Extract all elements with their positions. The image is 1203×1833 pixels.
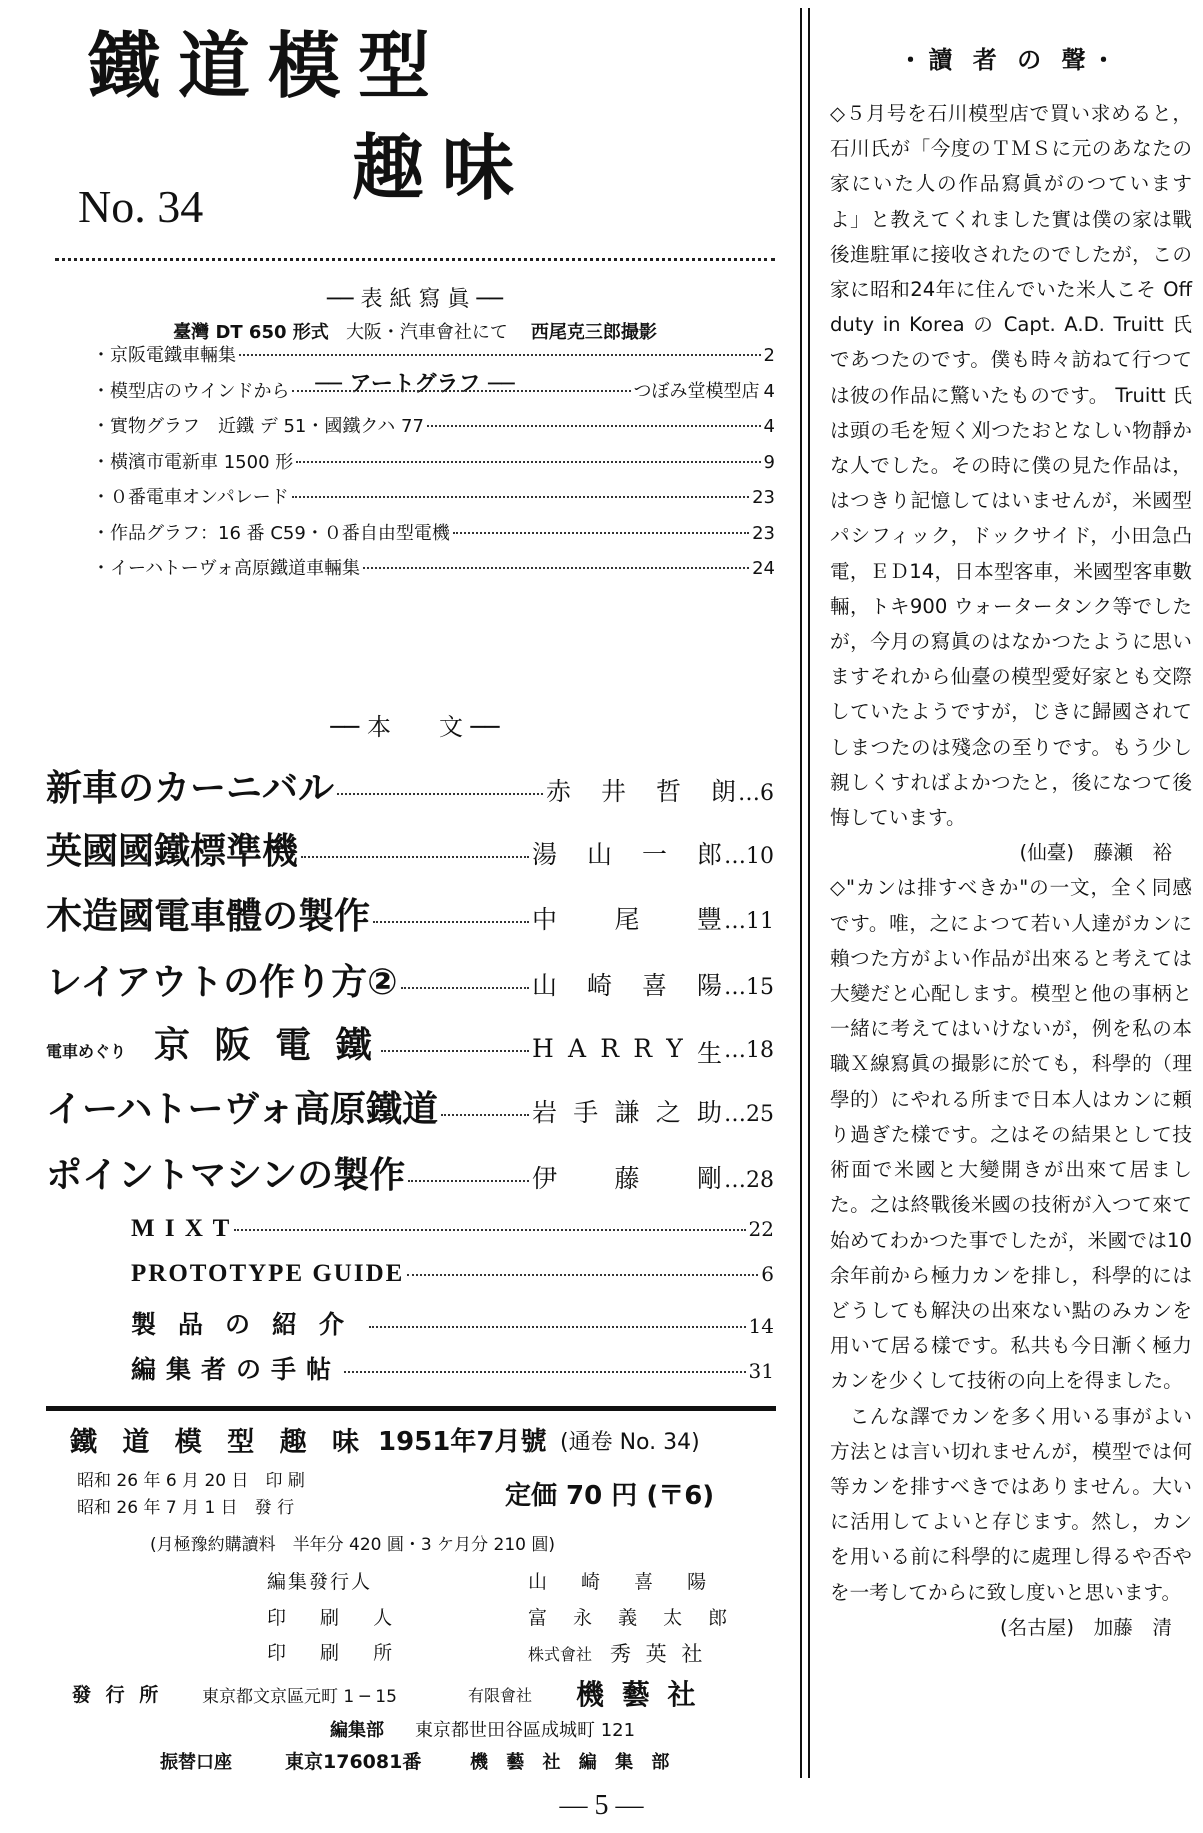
article-author bbox=[532, 966, 722, 1002]
transfer-label: 振替口座 bbox=[160, 1752, 232, 1773]
entry-title: ・京阪電鐵車輛集 bbox=[92, 345, 236, 366]
author-char: 手 bbox=[573, 1098, 599, 1127]
publisher-name: 機 藝 社 bbox=[576, 1678, 700, 1711]
cover-place: 大阪・汽車會社にて bbox=[345, 322, 508, 343]
article-author bbox=[532, 900, 722, 936]
author-char: 湯 bbox=[532, 840, 558, 869]
author-char: 尾 bbox=[614, 905, 640, 934]
leader-dots bbox=[441, 1114, 529, 1116]
article-title: レイアウトの作り方② bbox=[46, 962, 398, 1003]
author-char: 伊 bbox=[532, 1164, 558, 1193]
leader-dots bbox=[292, 390, 630, 392]
artgraph-entry bbox=[92, 377, 775, 403]
colophon-title: 鐵 道 模 型 趣 味 bbox=[70, 1427, 367, 1458]
author-char: 赤 bbox=[546, 777, 572, 806]
editorial-address: 東京都世田谷區成城町 121 bbox=[415, 1720, 636, 1741]
entry-page: 9 bbox=[763, 451, 775, 473]
misc-title: PROTOTYPE GUIDE bbox=[131, 1260, 405, 1287]
printshop-label: 印 刷 所 bbox=[267, 1642, 407, 1664]
misc-page: 14 bbox=[748, 1314, 774, 1338]
author-char: 藤 bbox=[614, 1164, 640, 1193]
leader-dots bbox=[401, 987, 529, 989]
colophon-volume: (通卷 No. 34) bbox=[560, 1430, 700, 1455]
colophon-edition: 1951年7月號 bbox=[378, 1427, 547, 1457]
entry-title: ・イーハトーヴォ高原鐵道車輛集 bbox=[92, 558, 361, 579]
author-char: 岩 bbox=[532, 1098, 558, 1127]
editorial-label: 編集部 bbox=[330, 1720, 384, 1741]
author-char: 山 bbox=[586, 840, 612, 869]
article-entry bbox=[46, 1147, 774, 1198]
author-char: 郎 bbox=[696, 840, 722, 869]
author-char: 豐 bbox=[696, 905, 722, 934]
article-title: ポイントマシンの製作 bbox=[46, 1155, 406, 1196]
article-page: …11 bbox=[724, 909, 774, 934]
entry-author: つぼみ堂模型店 bbox=[633, 380, 760, 402]
publisher-label: 發 行 所 bbox=[72, 1684, 163, 1706]
article-title: 英國國鐵標準機 bbox=[46, 831, 299, 872]
article-page: …28 bbox=[724, 1168, 774, 1193]
author-char: 謙 bbox=[614, 1098, 640, 1127]
cover-subject: 臺灣 DT 650 形式 bbox=[173, 322, 329, 343]
author-char: 山 bbox=[532, 971, 558, 1000]
article-page: …15 bbox=[724, 975, 774, 1000]
article-page: …10 bbox=[724, 844, 774, 869]
publisher-address: 東京都文京區元町 1 ─ 15 bbox=[202, 1687, 397, 1707]
article-entry bbox=[46, 888, 774, 939]
leader-dots bbox=[363, 567, 749, 569]
leader-dots bbox=[301, 856, 529, 858]
editor-name: 山 崎 喜 陽 bbox=[528, 1571, 721, 1593]
leader-dots bbox=[373, 921, 529, 923]
author-char: 生 bbox=[696, 1039, 722, 1068]
misc-entry bbox=[131, 1350, 774, 1386]
article-title: イーハトーヴォ高原鐵道 bbox=[46, 1089, 439, 1130]
masthead-divider bbox=[55, 258, 775, 261]
leader-dots bbox=[407, 1274, 758, 1276]
author-char: 哲 bbox=[655, 777, 681, 806]
entry-title: ・橫濱市電新車 1500 形 bbox=[92, 451, 294, 473]
artgraph-entry bbox=[92, 448, 775, 474]
entry-page: 4 bbox=[763, 380, 775, 402]
leader-dots bbox=[234, 1229, 745, 1231]
entry-title: ・作品グラフ：16 番 C59・０番自由型電機 bbox=[92, 522, 450, 544]
letter-1: ◇５月号を石川模型店で買い求めると，石川氏が「今度のＴＭＳに元のあなたの家にいた人の作品寫眞がのつていますよ」と教えてくれました實は僕の家は戰後進駐軍に接收されたのでしたが，この家に昭和24年に住んでいた米人こそ Off duty in Korea の Capt. A.D. Truitt 氏であつたのです。僕も時々訪ねて行つては彼の作品に驚いたものです。 Truitt 氏は頭の毛を短く刈つたおとなしい物靜かな人でした。その時に僕の見た作品は，はつきり記憶してはいませんが，米國型パシフィック，ドックサイド，小田急凸電，ＥＤ14，日本型客車，米國型客車數輛，トキ900 ウォータータンク等でしたが，今月の寫眞のはなかつたように思いますそれから仙臺の模型愛好家とも交際していたようですが，じきに歸國されてしまつたのは殘念の至りです。もう少し親しくすればよかつたと，後になつて後悔しています。 bbox=[830, 102, 1192, 830]
author-char: 助 bbox=[696, 1098, 722, 1127]
entry-title: ・實物グラフ 近鐵 デ 51・國鐵クハ 77 bbox=[92, 416, 424, 437]
cover-photographer: 西尾克三郎撮影 bbox=[530, 322, 657, 343]
readers-letters bbox=[830, 96, 1192, 1645]
artgraph-entry bbox=[92, 554, 775, 580]
article-page: …18 bbox=[724, 1038, 774, 1063]
entry-page: 23 bbox=[752, 487, 775, 508]
leader-dots bbox=[239, 354, 761, 356]
misc-page: 6 bbox=[761, 1262, 774, 1286]
entry-page: 4 bbox=[763, 416, 775, 437]
misc-entry bbox=[131, 1305, 774, 1341]
article-series: 電車めぐり bbox=[46, 1042, 127, 1061]
printshop-type: 株式會社 bbox=[528, 1645, 593, 1664]
transfer-account: 東京176081番 bbox=[285, 1751, 422, 1773]
magazine-title-line1: 鐵道模型 bbox=[88, 24, 449, 108]
issue-number: No. 34 bbox=[78, 181, 204, 232]
entry-page: 23 bbox=[752, 522, 775, 544]
issue-date: 昭和 26 年 7 月 1 日 發 行 bbox=[77, 1498, 295, 1518]
author-char: Y bbox=[666, 1034, 683, 1063]
print-date: 昭和 26 年 6 月 20 日 印 刷 bbox=[77, 1471, 305, 1491]
magazine-title-line2: 趣味 bbox=[352, 126, 533, 210]
entry-title: ・０番電車オンパレード bbox=[92, 487, 289, 508]
letter-2-continued: こんな譯でカンを多く用いる事がよい方法とは言い切れませんが，模型では何等カンを排すべきではありません。大いに活用してよいと存じます。然し，カンを用いる前に科學的に處理し得るや否やを一考してからに致し度いと思います。 bbox=[830, 1404, 1192, 1604]
article-entry bbox=[46, 954, 774, 1005]
subscription: (月極豫約購讀料 半年分 420 圓・3 ケ月分 210 圓) bbox=[150, 1535, 555, 1555]
article-entry bbox=[46, 823, 774, 874]
readers-heading: ・讀 者 の 聲・ bbox=[898, 46, 1122, 74]
letter-2-signature: (名古屋) 加藤 清 bbox=[999, 1615, 1172, 1639]
entry-page: 24 bbox=[752, 558, 775, 579]
leader-dots bbox=[381, 1050, 529, 1052]
leader-dots bbox=[292, 496, 749, 498]
artgraph-entry bbox=[92, 519, 775, 545]
author-char: H bbox=[532, 1034, 554, 1063]
artgraph-entry bbox=[92, 341, 775, 367]
letter-2: ◇"カンは排すべきか"の一文，全く同感です。唯，之によつて若い人達がカンに賴つた方がよい作品が出來ると考えては大變だと心配します。模型と他の事柄と一緒に考えてはいけないが，例を私の本職Ｘ線寫眞の撮影に於ても，科學的（理學的）にやれる所まで日本人はカンに頼り過ぎた樣です。之はその結果として技術面で米國と大變開きが出來て居ました。之は終戰後米國の技術が入つて來て始めてわかつた事でしたが，米國では10余年前から極力カンを排し，科學的にはどうしても解決の出來ない點のみカンを用いて居る樣です。私共も今日漸く極力カンを少くして技術の向上を得ました。 bbox=[830, 876, 1192, 1393]
honbun-heading: ── 本 文 ── bbox=[330, 713, 500, 741]
column-divider bbox=[800, 8, 810, 1778]
article-author bbox=[532, 1034, 722, 1070]
leader-dots bbox=[453, 532, 749, 534]
printshop-name: 秀 英 社 bbox=[610, 1642, 707, 1666]
author-char: 之 bbox=[655, 1098, 681, 1127]
cover-heading: ── 表 紙 寫 眞 ── bbox=[327, 287, 503, 312]
misc-page: 31 bbox=[748, 1359, 774, 1383]
author-char: 崎 bbox=[586, 971, 612, 1000]
author-char: 朗 bbox=[710, 777, 736, 806]
author-char: R bbox=[633, 1034, 653, 1063]
colophon-divider bbox=[46, 1406, 776, 1411]
misc-entry bbox=[131, 1215, 774, 1243]
author-char: 陽 bbox=[696, 971, 722, 1000]
article-author bbox=[546, 772, 736, 808]
article-entry bbox=[46, 1017, 774, 1070]
author-char: 一 bbox=[641, 840, 667, 869]
misc-entry bbox=[131, 1260, 774, 1288]
article-author bbox=[532, 1093, 722, 1129]
article-entry bbox=[46, 1081, 774, 1132]
misc-page: 22 bbox=[748, 1217, 774, 1241]
leader-dots bbox=[344, 1371, 746, 1373]
artgraph-heading: ── アートグラフ ── bbox=[315, 372, 515, 397]
article-entry bbox=[46, 760, 774, 811]
transfer-name: 機 藝 社 編 集 部 bbox=[470, 1752, 676, 1773]
price: 定価 70 円 (〒6) bbox=[505, 1481, 715, 1511]
article-author bbox=[532, 835, 722, 871]
misc-title: M I X T bbox=[131, 1215, 232, 1242]
artgraph-entry bbox=[92, 412, 775, 438]
entry-title: ・模型店のウインドから bbox=[92, 380, 290, 402]
author-char: 喜 bbox=[641, 971, 667, 1000]
artgraph-entry bbox=[92, 483, 775, 509]
author-char: A bbox=[568, 1034, 587, 1063]
author-char: 剛 bbox=[696, 1164, 722, 1193]
leader-dots bbox=[408, 1180, 529, 1182]
publisher-type: 有限會社 bbox=[468, 1686, 533, 1705]
misc-title: 製品の紹介 bbox=[131, 1310, 367, 1339]
editor-label: 編集發行人 bbox=[267, 1571, 373, 1593]
leader-dots bbox=[337, 793, 543, 795]
author-char: 中 bbox=[532, 905, 558, 934]
article-title: 木造國電車體の製作 bbox=[46, 896, 371, 937]
article-author bbox=[532, 1159, 722, 1195]
article-page: …25 bbox=[724, 1102, 774, 1127]
printer-label: 印 刷 人 bbox=[267, 1607, 407, 1629]
leader-dots bbox=[296, 461, 760, 463]
leader-dots bbox=[369, 1326, 746, 1328]
letter-1-signature: (仙臺) 藤瀬 裕 bbox=[1019, 841, 1172, 865]
misc-title: 編集者の手帖 bbox=[131, 1355, 342, 1384]
author-char: 井 bbox=[600, 777, 626, 806]
printer-name: 富 永 義 太 郎 bbox=[528, 1607, 738, 1629]
article-title: 新車のカーニバル bbox=[46, 768, 335, 809]
page-number: ― 5 ― bbox=[559, 1790, 644, 1821]
author-char: R bbox=[600, 1034, 620, 1063]
article-title: 京 阪 電 鐵 bbox=[154, 1025, 378, 1066]
leader-dots bbox=[427, 425, 761, 427]
article-page: …6 bbox=[738, 781, 774, 806]
entry-page: 2 bbox=[763, 345, 775, 366]
